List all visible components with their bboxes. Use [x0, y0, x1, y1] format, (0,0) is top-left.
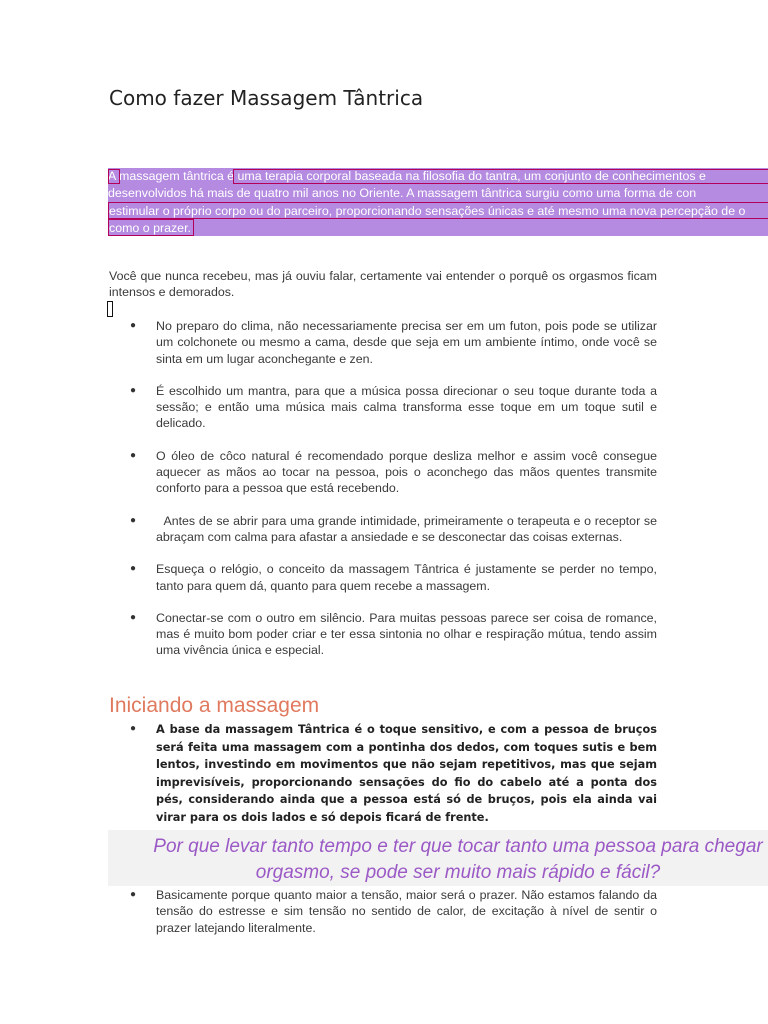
list-item: ● No preparo do clima, não necessariamente precisa ser em um futon, pois pode se utilizar um colchonete ou mesmo a cama, desde que seja em um ambiente íntimo, onde você se sinta em um lugar aconchegante e zen.	[130, 319, 657, 366]
bullet-icon: ●	[130, 449, 137, 461]
quote-line-2: orgasmo, se pode ser muito mais rápido e fácil?	[255, 862, 661, 883]
bullet-icon: ●	[130, 889, 137, 900]
pull-quote	[108, 830, 768, 886]
text-cursor	[107, 301, 113, 317]
bullet-icon: ●	[130, 384, 137, 396]
explanation-list	[130, 887, 657, 952]
list-item: ● Esqueça o relógio, o conceito da massagem Tântrica é justamente se perder no tempo, tanto para quem dá, quanto para quem recebe a massagem.	[130, 562, 657, 593]
highlight-word: A	[108, 169, 116, 183]
bullet-icon: ●	[130, 611, 137, 623]
section-heading: Iniciando a massagem	[109, 694, 320, 717]
selection-box	[233, 169, 768, 184]
highlight-phrase: massagem tântrica	[115, 169, 224, 183]
list-item: ● Conectar-se com o outro em silêncio. Para muitas pessoas parece ser coisa de romance, mas é muito bom poder criar e ter essa sintonia no olhar e respiração mútua, tendo assim uma vivência única e especial.	[130, 610, 657, 658]
bullet-icon: ●	[130, 320, 137, 331]
document-title: Como fazer Massagem Tântrica	[109, 86, 424, 110]
highlighted-paragraph[interactable]	[108, 168, 768, 236]
bullet-icon: ●	[130, 723, 137, 734]
selection-box	[108, 169, 120, 184]
bullet-icon: ●	[130, 514, 137, 526]
list-item: ● Antes de se abrir para uma grande intimidade, primeiramente o terapeuta e o receptor se abraçam com calma para afastar a ansiedade e se desconectar das coisas externas.	[130, 513, 661, 544]
massage-steps-list	[130, 721, 657, 843]
list-item: ● O óleo de côco natural é recomendado porque desliza melhor e assim você consegue aquecer as mãos ao tocar na pessoa, pois o aconchego das mãos quentes transmite conforto para a pessoa que está recebendo.	[130, 448, 657, 496]
list-item: ● É escolhido um mantra, para que a música possa direcionar o seu toque durante toda a sessão; e então uma música mais calma transforma esse toque em um toque sutil e delicado.	[130, 383, 657, 431]
highlight-text: é uma terapia corporal baseada na filosofia do tantra, um conjunto de conhecimentos e	[223, 169, 706, 183]
bullet-icon: ●	[130, 563, 137, 575]
intro-paragraph: Você que nunca recebeu, mas já ouviu falar, certamente vai entender o porquê os orgasmos ficam intensos e demorados.	[109, 269, 657, 300]
highlight-line-4: como o prazer.	[108, 219, 194, 236]
highlight-line-2: desenvolvidos há mais de quatro mil anos no Oriente. A massagem tântrica surgiu como uma forma de con	[108, 186, 697, 200]
list-item: ● A base da massagem Tântrica é o toque sensitivo, e com a pessoa de bruços será feita uma massagem com a pontinha dos dedos, com toques sutis e bem lentos, investindo em movimentos que não sejam repetitivos, mas que sejam imprevisíveis, proporcionando sensações do fio do cabelo até a ponta dos pés, considerando ainda que a pessoa está só de bruços, pois ela ainda vai virar para os dois lados e só depois ficará de frente.	[130, 723, 657, 824]
preparation-list	[130, 318, 661, 675]
highlight-line-3: estimular o próprio corpo ou do parceiro, proporcionando sensações únicas e até mesmo uma nova percepção de o	[108, 202, 768, 219]
list-item: ● Basicamente porque quanto maior a tensão, maior será o prazer. Não estamos falando da tensão do estresse e sim tensão no sentido de calor, de excitação à nível de sentir o prazer latejando literalmente.	[130, 888, 657, 935]
quote-line-1: Por que levar tanto tempo e ter que tocar tanto uma pessoa para chegar	[153, 836, 763, 857]
highlight-line-1	[108, 168, 706, 185]
